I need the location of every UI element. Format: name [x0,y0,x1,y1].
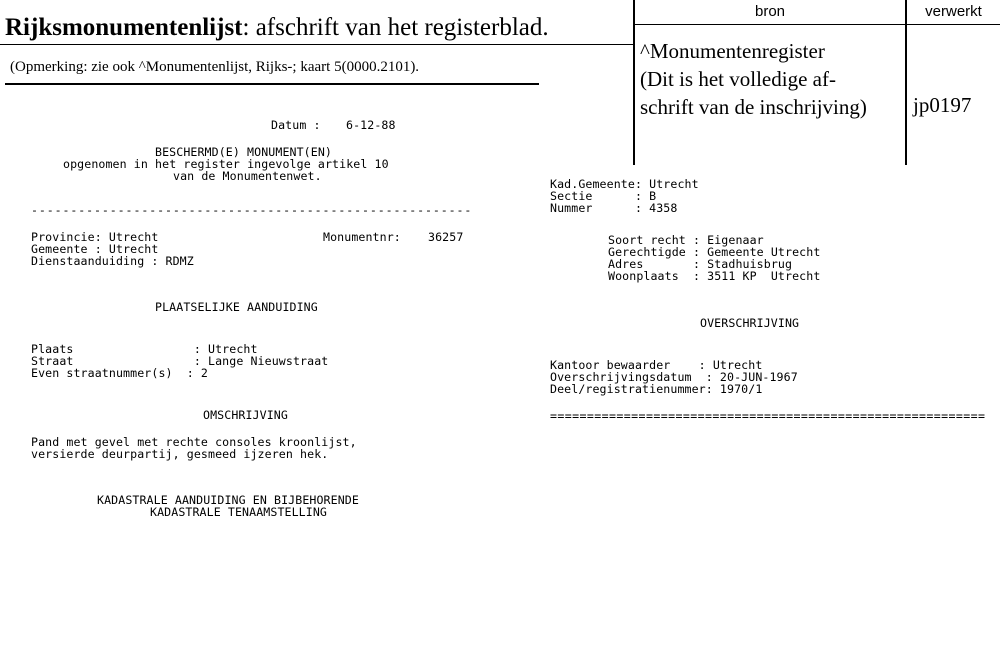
table-left-border [633,0,635,165]
woonplaats: Woonplaats : 3511 KP Utrecht [608,269,821,283]
sectie: Sectie : B [550,189,657,203]
kadastraal-heading: KADASTRALE AANDUIDING EN BIJBEHORENDE [97,493,359,507]
table-column-divider [905,0,907,165]
bron-line: schrift van de inschrijving) [640,95,867,119]
title-rest: : afschrift van het registerblad. [242,14,549,41]
title-divider [0,44,634,45]
even-straatnummers: Even straatnummer(s) : 2 [31,366,209,380]
heading-register: opgenomen in het register ingevolge artikel 10 [63,157,389,171]
deel-registratienummer: Deel/registratienummer: 1970/1 [550,382,763,396]
column-header-bron: bron [754,3,786,20]
straat: Straat : Lange Nieuwstraat [31,354,329,368]
monumentnr-value: 36257 [428,230,464,244]
table-header-rule [634,24,1000,25]
kadastraal-heading: KADASTRALE TENAAMSTELLING [150,505,328,519]
dashed-divider: -------------------------------------------------------- [31,203,473,217]
bron-line: (Dit is het volledige af- [640,67,836,91]
adres: Adres : Stadhuisbrug [608,257,793,271]
verwerkt-cell: jp0197 [913,93,972,117]
section-omschrijving: OMSCHRIJVING [203,408,288,422]
note-text: (Opmerking: zie ook ^Monumentenlijst, Rijks-; kaart 5(0000.2101). [10,59,420,75]
overschrijvingsdatum: Overschrijvingsdatum : 20-JUN-1967 [550,370,798,384]
plaats: Plaats : Utrecht [31,342,258,356]
datum-label: Datum : [271,118,321,132]
soort-recht: Soort recht : Eigenaar [608,233,764,247]
dienstaanduiding: Dienstaanduiding : RDMZ [31,254,194,268]
column-header-verwerkt: verwerkt [925,3,982,20]
page-title [5,14,549,42]
double-divider: =========================================================== [550,411,986,423]
provincie: Provincie: Utrecht [31,230,159,244]
heading-wet: van de Monumentenwet. [173,169,322,183]
gerechtigde: Gerechtigde : Gemeente Utrecht [608,245,821,259]
omschrijving-line: Pand met gevel met rechte consoles kroonlijst, [31,435,357,449]
gemeente: Gemeente : Utrecht [31,242,159,256]
kantoor-bewaarder: Kantoor bewaarder : Utrecht [550,358,763,372]
omschrijving-line: versierde deurpartij, gesmeed ijzeren hek. [31,447,329,461]
note-divider [5,83,539,85]
heading-monument: BESCHERMD(E) MONUMENT(EN) [155,145,333,159]
section-plaatselijk: PLAATSELIJKE AANDUIDING [155,300,318,314]
kad-gemeente: Kad.Gemeente: Utrecht [550,177,699,191]
bron-line: ^Monumentenregister [640,39,825,63]
section-overschrijving: OVERSCHRIJVING [700,316,800,330]
bron-cell [640,37,867,121]
datum-value: 6-12-88 [346,118,396,132]
nummer: Nummer : 4358 [550,201,678,215]
title-bold: Rijksmonumentenlijst [5,14,243,41]
monumentnr-label: Monumentnr: [323,230,401,244]
